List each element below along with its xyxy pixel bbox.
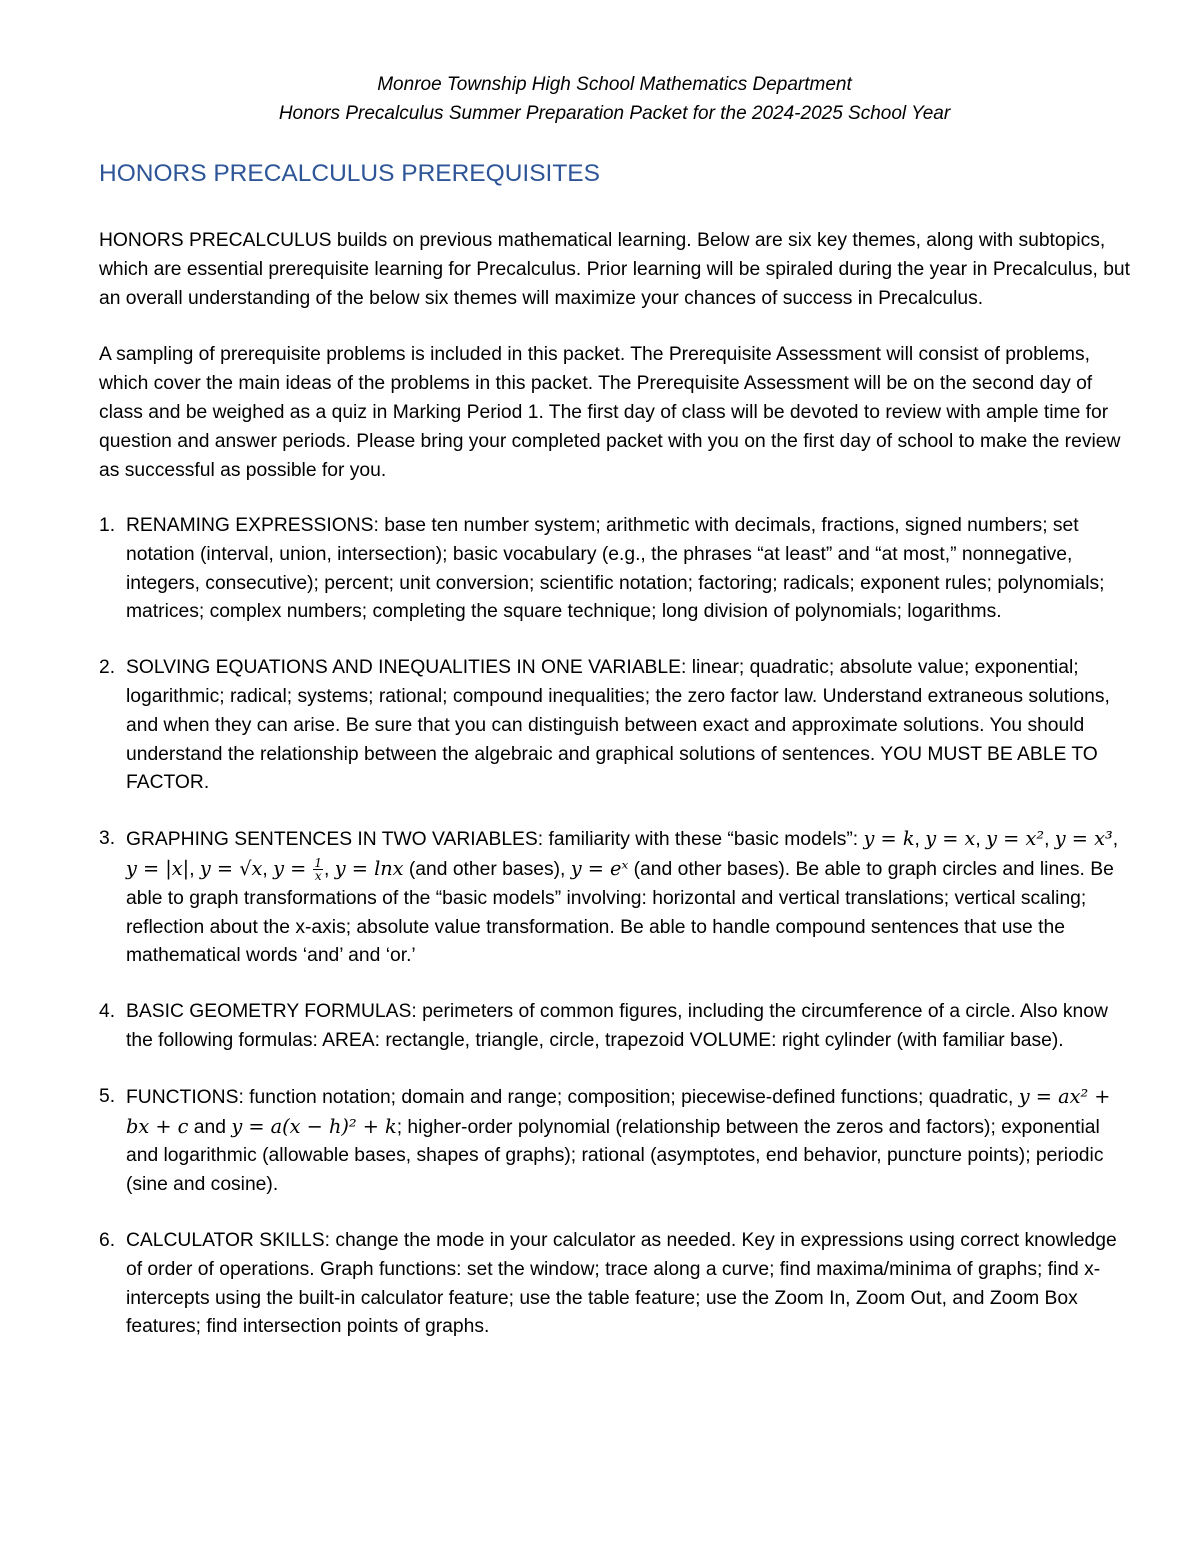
math-model: y = ax² + bx + c (126, 1084, 1111, 1138)
theme-number: 3. (99, 828, 116, 850)
conjunction: and (188, 1116, 232, 1138)
fraction-numerator: 1 (314, 856, 323, 871)
math-model: y = x³ (1054, 827, 1113, 851)
assessment-paragraph: A sampling of prerequisite problems is included in this packet. The Prerequisite Assessment will consist of problems, which cover the main ideas of the problems in this packet. The Prerequisite Assessment will be on the second day of class and be weighed as a quiz in Marking Period 1. The first day of class will be devoted to review with ample time for question and answer periods. Please bring your completed packet with you on the first day of school to make the review as successful as possible for you. (99, 344, 1121, 481)
theme-intro: GRAPHING SENTENCES IN TWO VARIABLES: familiarity with these “basic models”: (126, 829, 864, 851)
other-bases-note: (and other bases) (408, 858, 561, 880)
theme-number: 1. (99, 515, 116, 536)
theme-text: CALCULATOR SKILLS: change the mode in your calculator as needed. Key in expressions using correct knowledge of order of operations. Graph functions: set the window; trace along a curve; find maxima/minima of graphs; find x-intercepts using the built-in calculator feature; use the table feature; use the Zoom In, Zoom Out, and Zoom Box features; find intersection points of graphs. (126, 1229, 1117, 1338)
theme-text: ; higher-order polynomial (relationship between the zeros and factors); exponential and logarithmic (allowable bases, shapes of graphs); rational (asymptotes, end behavior, puncture points); periodic (sine and cosine). (126, 1116, 1104, 1196)
theme-item-4 (99, 998, 1134, 1056)
math-model: y = k (863, 827, 915, 851)
fraction-denominator: x (314, 869, 322, 884)
theme-item-5 (99, 1083, 1134, 1200)
theme-text: BASIC GEOMETRY FORMULAS: perimeters of common figures, including the circumference of a circle. Also know the following formulas: AREA: rectangle, triangle, circle, trapezoid VOLUME: right cylinder (with familiar base). (126, 1001, 1108, 1051)
theme-number: 6. (99, 1229, 116, 1251)
theme-text: SOLVING EQUATIONS AND INEQUALITIES IN ONE VARIABLE: linear; quadratic; absolute value; exponential; logarithmic; radical; systems; rational; compound inequalities; the zero factor law. Understand extraneous solutions, and when they can arise. Be sure that you can distinguish between exact and approximate solutions. You should understand the relationship between the algebraic and graphical solutions of sentences. YOU MUST BE ABLE TO FACTOR. (126, 657, 1110, 794)
math-model: y = a(x − h)² + k (231, 1114, 397, 1138)
intro-paragraph: HONORS PRECALCULUS builds on previous mathematical learning. Below are six key themes, along with subtopics, which are essential prerequisite learning for Precalculus. Prior learning will be spiraled during the year in Precalculus, but an overall understanding of the below six themes will maximize your chances of success in Precalculus. (99, 230, 1131, 309)
theme-item-2 (99, 654, 1134, 798)
theme-number: 2. (99, 657, 116, 679)
theme-item-6 (99, 1227, 1134, 1342)
theme-item-1 (99, 512, 1134, 627)
math-model: y = x² (986, 827, 1045, 851)
math-model: y = lnx (334, 856, 404, 880)
theme-intro: FUNCTIONS: function notation; domain and range; composition; piecewise-defined functions; quadratic, (126, 1086, 1019, 1108)
math-model: y = eˣ (570, 856, 629, 880)
other-bases-note: (and other bases) (633, 858, 785, 880)
theme-text: RENAMING EXPRESSIONS: base ten number system; arithmetic with decimals, fractions, signed numbers; set notation (interval, union, intersection); basic vocabulary (e.g., the phrases “at least” and “at most,” nonnegative, integers, consecutive); percent; unit conversion; scientific notation; factoring; radicals; exponent rules; polynomials; matrices; complex numbers; completing the square technique; long division of polynomials; logarithms. (126, 515, 1105, 623)
theme-number: 5. (99, 1085, 116, 1107)
math-model-fraction (273, 856, 324, 884)
header-department: Monroe Township High School Mathematics Department (377, 74, 852, 95)
theme-number: 4. (99, 1001, 116, 1023)
math-model: y = x (925, 827, 976, 851)
theme-item-3: 3. GRAPHING SENTENCES IN TWO VARIABLES: familiarity with these “basic models”: y = k, y = x, y = x², y = x³, y = |x|, y = √x, y = $\frac{1}{x}$ , y = lnx (and other bases), y = eˣ (and other bases). Be able to graph circles and lines. Be able to graph transformations of the “basic models” involving: horizontal and vertical translations; vertical scaling; reflection about the x-axis; absolute value transformation. Be able to handle compound sentences that use the mathematical words ‘and’ and ‘or.’ (99, 827, 1119, 967)
header-packet-title: Honors Precalculus Summer Preparation Packet for the 2024-2025 School Year (278, 103, 951, 124)
math-model: y = |x| (126, 856, 190, 880)
fraction (313, 857, 323, 882)
theme-text: Be able to graph circles and lines. Be able to graph transformations of the “basic models” involving: horizontal and vertical translations; vertical scaling; reflection about the x-axis; absolute value transformation. Be able to handle compound sentences that use the mathematical words ‘and’ and ‘or.’ (126, 858, 1114, 967)
fraction-prefix: y = (273, 856, 313, 880)
document-header (99, 70, 1130, 128)
page-title: HONORS PRECALCULUS PREREQUISITES (99, 160, 600, 187)
math-model: y = √x (199, 856, 263, 880)
themes-list (99, 512, 1134, 1342)
